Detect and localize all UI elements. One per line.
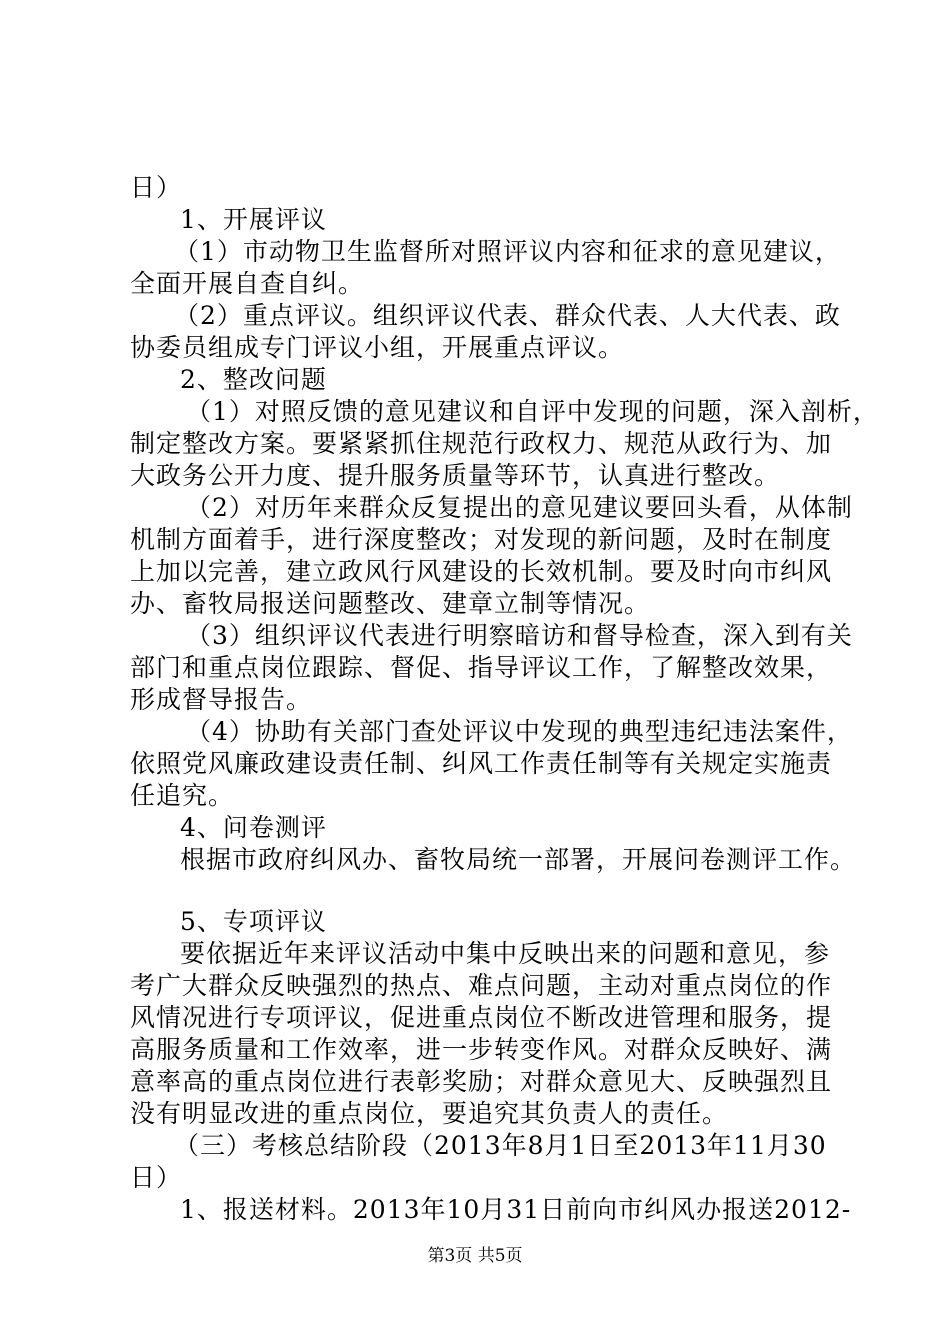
text-line: （2）重点评议。组织评议代表、群众代表、人大代表、政 — [174, 301, 841, 330]
text-line: 日） — [130, 173, 183, 202]
text-line: 高服务质量和工作效率，进一步转变作风。对群众反映好、满 — [130, 1035, 833, 1064]
section-heading: 4、问卷测评 — [180, 813, 327, 842]
text-line: （1）对照反馈的意见建议和自评中发现的问题，深入剖析， — [186, 397, 879, 426]
text-line: 全面开展自查自纠。 — [130, 269, 365, 298]
text-line: 协委员组成专门评议小组，开展重点评议。 — [130, 333, 625, 362]
section-heading: （三）考核总结阶段（2013年8月1日至2013年11月30 — [174, 1131, 827, 1160]
text-line: 考广大群众反映强烈的热点、难点问题，主动对重点岗位的作 — [130, 971, 833, 1000]
text-line: 任追究。 — [130, 781, 235, 810]
text-line: 根据市政府纠风办、畜牧局统一部署，开展问卷测评工作。 — [180, 845, 857, 874]
text-line: 依照党风廉政建设责任制、纠风工作责任制等有关规定实施责 — [130, 749, 833, 778]
text-line: 办、畜牧局报送问题整改、建章立制等情况。 — [130, 589, 651, 618]
section-heading: 2、整改问题 — [180, 365, 327, 394]
text-line: （4）协助有关部门查处评议中发现的典型违纪违法案件， — [186, 717, 853, 746]
paragraph-gap — [130, 876, 850, 906]
text-line: （1）市动物卫生监督所对照评议内容和征求的意见建议， — [174, 237, 841, 266]
text-line: 机制方面着手，进行深度整改；对发现的新问题，及时在制度 — [130, 525, 833, 554]
text-line: 形成督导报告。 — [130, 685, 313, 714]
text-line: 没有明显改进的重点岗位，要追究其负责人的责任。 — [130, 1099, 729, 1128]
text-line: 1、报送材料。2013年10月31日前向市纠风办报送2012- — [180, 1195, 852, 1224]
text-line: 大政务公开力度、提升服务质量等环节，认真进行整改。 — [130, 461, 781, 490]
text-line: 制定整改方案。要紧紧抓住规范行政权力、规范从政行为、加 — [130, 429, 833, 458]
document-body — [130, 172, 879, 1226]
page-footer: 第3页 共5页 — [427, 1246, 523, 1266]
text-line: 意率高的重点岗位进行表彰奖励；对群众意见大、反映强烈且 — [130, 1067, 833, 1096]
text-line: （2）对历年来群众反复提出的意见建议要回头看，从体制 — [186, 493, 853, 522]
section-heading: 1、开展评议 — [180, 205, 327, 234]
text-line: 日） — [130, 1163, 183, 1192]
text-line: （3）组织评议代表进行明察暗访和督导检查，深入到有关 — [186, 621, 853, 650]
text-line: 要依据近年来评议活动中集中反映出来的问题和意见，参 — [180, 939, 831, 968]
text-line: 上加以完善，建立政风行风建设的长效机制。要及时向市纠风 — [130, 557, 833, 586]
text-line: 风情况进行专项评议，促进重点岗位不断改进管理和服务，提 — [130, 1003, 833, 1032]
text-line: 部门和重点岗位跟踪、督促、指导评议工作，了解整改效果， — [130, 653, 833, 682]
section-heading: 5、专项评议 — [180, 907, 327, 936]
